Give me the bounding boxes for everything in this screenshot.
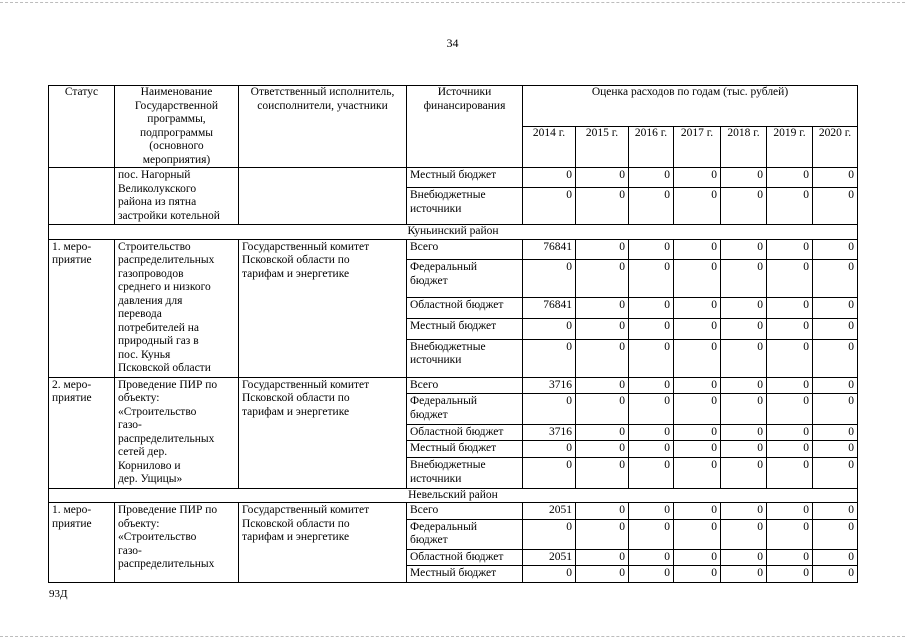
amount-cell: 0 [523,260,576,298]
header-year: 2016 г. [629,127,674,168]
amount-cell: 0 [813,549,858,566]
amount-cell: 0 [721,566,767,583]
source-cell: Местный бюджет [407,441,523,458]
amount-cell: 2051 [523,503,576,520]
amount-cell: 0 [629,503,674,520]
amount-cell: 0 [576,239,629,260]
amount-cell: 0 [721,298,767,319]
amount-cell: 0 [576,566,629,583]
name-cell: Проведение ПИР по объекту: «Строительство газо- распределительных сетей дер. Корнилово и дер. Ущицы» [115,377,239,488]
amount-cell: 0 [523,566,576,583]
table-header [49,86,858,168]
budget-table [48,85,858,583]
executor-cell: Государственный комитет Псковской области по тарифам и энергетике [239,239,407,377]
amount-cell: 0 [629,424,674,441]
executor-cell [239,168,407,225]
amount-cell: 0 [674,503,721,520]
amount-cell: 0 [813,519,858,549]
amount-cell: 0 [767,239,813,260]
amount-cell: 0 [674,298,721,319]
amount-cell: 0 [721,519,767,549]
amount-cell: 0 [523,441,576,458]
amount-cell: 0 [576,298,629,319]
header-year: 2017 г. [674,127,721,168]
amount-cell: 0 [523,394,576,424]
header-year: 2014 г. [523,127,576,168]
amount-cell: 0 [721,394,767,424]
header-year: 2015 г. [576,127,629,168]
source-cell: Областной бюджет [407,549,523,566]
source-cell: Федеральный бюджет [407,260,523,298]
header-status: Статус [49,86,115,168]
amount-cell: 0 [721,503,767,520]
amount-cell: 0 [674,549,721,566]
amount-cell: 0 [674,424,721,441]
table-row [49,503,858,520]
amount-cell: 0 [674,377,721,394]
amount-cell: 0 [813,566,858,583]
source-cell: Областной бюджет [407,298,523,319]
executor-cell: Государственный комитет Псковской области по тарифам и энергетике [239,503,407,583]
amount-cell: 0 [767,377,813,394]
amount-cell: 0 [576,394,629,424]
amount-cell: 0 [813,441,858,458]
amount-cell: 0 [629,318,674,339]
amount-cell: 0 [721,377,767,394]
amount-cell: 3716 [523,377,576,394]
amount-cell: 0 [576,549,629,566]
amount-cell: 0 [767,503,813,520]
amount-cell: 0 [576,318,629,339]
amount-cell: 0 [721,260,767,298]
amount-cell: 0 [576,503,629,520]
amount-cell: 0 [629,394,674,424]
amount-cell: 0 [767,318,813,339]
amount-cell: 0 [813,298,858,319]
amount-cell: 0 [813,318,858,339]
status-cell [49,168,115,225]
amount-cell: 0 [576,519,629,549]
header-year: 2020 г. [813,127,858,168]
amount-cell: 0 [576,188,629,225]
amount-cell: 0 [629,339,674,377]
footer-code: 93Д [49,588,68,600]
header-name: Наименование Государственной программы, подпрограммы (основного мероприятия) [115,86,239,168]
region-title: Куньинский район [49,225,858,240]
amount-cell: 0 [813,377,858,394]
amount-cell: 0 [523,519,576,549]
amount-cell: 0 [813,239,858,260]
amount-cell: 0 [813,339,858,377]
amount-cell: 0 [576,424,629,441]
amount-cell: 0 [721,549,767,566]
source-cell: Местный бюджет [407,318,523,339]
amount-cell: 76841 [523,298,576,319]
source-cell: Внебюджетные источники [407,339,523,377]
amount-cell: 0 [813,188,858,225]
amount-cell: 0 [629,441,674,458]
amount-cell: 0 [813,424,858,441]
amount-cell: 0 [523,458,576,488]
table-row [49,168,858,188]
amount-cell: 0 [721,239,767,260]
amount-cell: 0 [721,339,767,377]
amount-cell: 0 [674,339,721,377]
amount-cell: 0 [629,298,674,319]
amount-cell: 0 [629,260,674,298]
amount-cell: 0 [523,339,576,377]
amount-cell: 0 [576,168,629,188]
amount-cell: 0 [629,566,674,583]
amount-cell: 0 [629,519,674,549]
amount-cell: 0 [813,503,858,520]
amount-cell: 0 [767,424,813,441]
amount-cell: 0 [721,424,767,441]
amount-cell: 0 [721,188,767,225]
source-cell: Федеральный бюджет [407,519,523,549]
amount-cell: 0 [674,394,721,424]
amount-cell: 0 [629,458,674,488]
amount-cell: 0 [674,188,721,225]
table-body [49,168,858,583]
name-cell: пос. Нагорный Великолукского района из пятна застройки котельной [115,168,239,225]
amount-cell: 0 [674,239,721,260]
header-year: 2019 г. [767,127,813,168]
amount-cell: 0 [576,260,629,298]
status-cell: 2. меро- приятие [49,377,115,488]
amount-cell: 0 [576,441,629,458]
amount-cell: 0 [629,168,674,188]
amount-cell: 0 [523,168,576,188]
amount-cell: 0 [674,458,721,488]
source-cell: Всего [407,503,523,520]
source-cell: Местный бюджет [407,566,523,583]
amount-cell: 0 [523,318,576,339]
table-row [49,239,858,260]
amount-cell: 0 [674,566,721,583]
amount-cell: 0 [767,260,813,298]
page-number: 34 [446,36,459,50]
amount-cell: 0 [674,260,721,298]
amount-cell: 0 [767,566,813,583]
header-year: 2018 г. [721,127,767,168]
name-cell: Проведение ПИР по объекту: «Строительство газо- распределительных [115,503,239,583]
amount-cell: 0 [674,519,721,549]
amount-cell: 0 [721,441,767,458]
region-row [49,488,858,503]
header-executor: Ответственный исполнитель, соисполнители, участники [239,86,407,168]
amount-cell: 3716 [523,424,576,441]
amount-cell: 0 [576,458,629,488]
status-cell: 1. меро- приятие [49,503,115,583]
amount-cell: 0 [576,377,629,394]
amount-cell: 0 [629,377,674,394]
amount-cell: 0 [629,239,674,260]
source-cell: Федеральный бюджет [407,394,523,424]
header-source: Источники финансирования [407,86,523,168]
amount-cell: 0 [767,394,813,424]
amount-cell: 0 [813,458,858,488]
name-cell: Строительство распределительных газопроводов среднего и низкого давления для перевода потребителей на природный газ в пос. Кунья Псковской области [115,239,239,377]
amount-cell: 0 [767,519,813,549]
amount-cell: 0 [767,188,813,225]
amount-cell: 0 [576,339,629,377]
executor-cell: Государственный комитет Псковской области по тарифам и энергетике [239,377,407,488]
amount-cell: 0 [629,549,674,566]
amount-cell: 0 [674,168,721,188]
amount-cell: 0 [813,260,858,298]
source-cell: Всего [407,377,523,394]
amount-cell: 0 [767,441,813,458]
source-cell: Местный бюджет [407,168,523,188]
source-cell: Всего [407,239,523,260]
amount-cell: 0 [674,441,721,458]
amount-cell: 0 [767,339,813,377]
amount-cell: 2051 [523,549,576,566]
amount-cell: 0 [523,188,576,225]
source-cell: Областной бюджет [407,424,523,441]
amount-cell: 0 [767,458,813,488]
region-row [49,225,858,240]
status-cell: 1. меро- приятие [49,239,115,377]
scan-edge-top [0,2,905,3]
amount-cell: 0 [721,318,767,339]
amount-cell: 0 [767,549,813,566]
region-title: Невельский район [49,488,858,503]
source-cell: Внебюджетные источники [407,188,523,225]
amount-cell: 0 [767,298,813,319]
amount-cell: 0 [767,168,813,188]
amount-cell: 0 [674,318,721,339]
table-row [49,377,858,394]
amount-cell: 0 [629,188,674,225]
amount-cell: 0 [813,394,858,424]
scan-edge-bottom [0,636,905,637]
amount-cell: 0 [813,168,858,188]
header-estimate: Оценка расходов по годам (тыс. рублей) [523,86,858,127]
source-cell: Внебюджетные источники [407,458,523,488]
amount-cell: 76841 [523,239,576,260]
amount-cell: 0 [721,458,767,488]
amount-cell: 0 [721,168,767,188]
